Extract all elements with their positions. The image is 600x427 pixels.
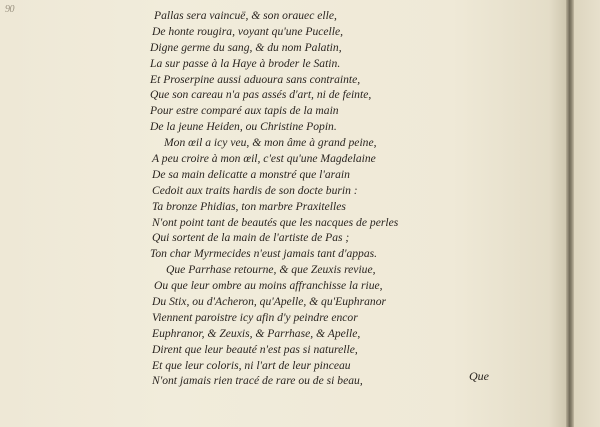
poem-line: Que Parrhase retourne, & que Zeuxis reviue, [166, 263, 376, 277]
poem-line: N'ont point tant de beautés que les nacques de perles [152, 215, 399, 229]
poem-line: Ton char Myrmecides n'eust jamais tant d'appas. [150, 247, 378, 261]
book-gutter [566, 0, 574, 427]
poem-line: Du Stix, ou d'Acheron, qu'Apelle, & qu'Euphranor [152, 295, 387, 309]
page-number: 90 [5, 4, 14, 15]
poem-line: Ta bronze Phidias, ton marbre Praxitelles [152, 199, 346, 213]
poem-line: Ou que leur ombre au moins affranchisse la riue, [154, 279, 383, 293]
catchword: Que [469, 369, 489, 383]
poem-line: Et Proserpine aussi aduoura sans contrainte, [150, 72, 361, 86]
poem-line: Digne germe du sang, & du nom Palatin, [150, 40, 342, 54]
poem-line: Euphranor, & Zeuxis, & Parrhase, & Apelle, [152, 326, 361, 340]
poem-line: Pallas sera vaincuë, & son orauec elle, [154, 9, 337, 22]
poem-line: Et que leur coloris, ni l'art de leur pinceau [152, 358, 351, 372]
poem-line: Mon œil a icy veu, & mon âme à grand peine, [164, 136, 377, 150]
poem-line: Que son careau n'a pas assés d'art, ni de feinte, [150, 88, 372, 102]
facing-page-edge [574, 0, 600, 427]
poem-line: Qui sortent de la main de l'artiste de Pas ; [152, 231, 350, 245]
poem-line: La sur passe à la Haye à broder le Satin. [150, 56, 341, 70]
poem-line: Cedoit aux traits hardis de son docte burin : [152, 183, 358, 197]
poem-line: N'ont jamais rien tracé de rare ou de si beau, [152, 374, 363, 388]
poem-text [150, 8, 530, 389]
poem-line: De sa main delicatte a monstré que l'arain [152, 167, 350, 181]
poem-line: Pour estre comparé aux tapis de la main [150, 104, 339, 118]
poem-line: De la jeune Heiden, ou Christine Popin. [150, 120, 337, 134]
poem-line: A peu croire à mon œil, c'est qu'une Magdelaine [152, 152, 376, 166]
poem-line: Dirent que leur beauté n'est pas si naturelle, [152, 342, 358, 356]
poem-line: De honte rougira, voyant qu'une Pucelle, [152, 24, 344, 38]
poem-line: Viennent paroistre icy afin d'y peindre encor [152, 310, 358, 324]
